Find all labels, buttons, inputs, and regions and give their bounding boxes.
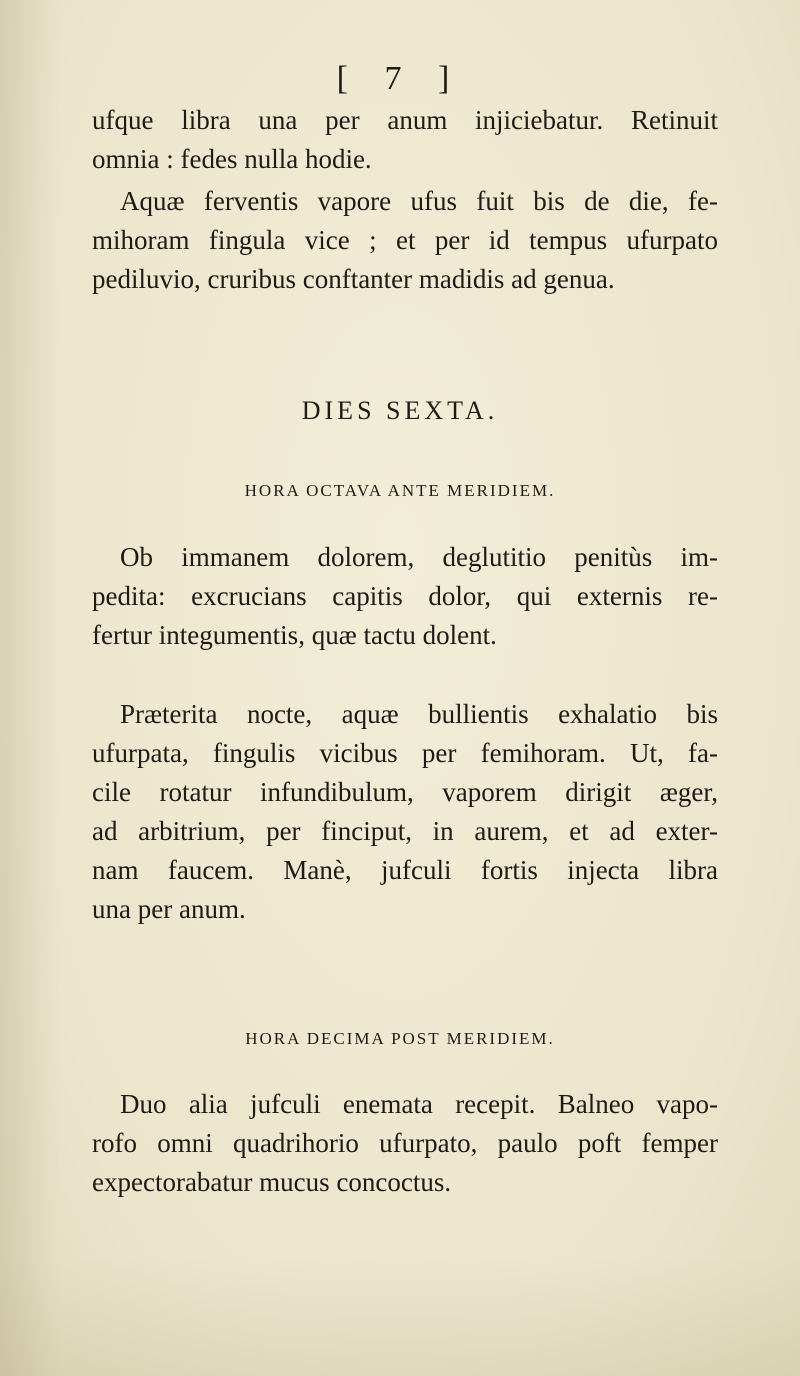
hour-heading-evening: HORA DECIMA POST MERIDIEM. [245, 1029, 555, 1048]
paragraph-4 [92, 695, 718, 929]
day-heading: DIES SEXTA. [301, 396, 499, 425]
page-edge-shadow [0, 0, 60, 1376]
paragraph-1 [92, 101, 718, 179]
hour-heading-morning: HORA OCTAVA ANTE MERIDIEM. [244, 481, 556, 500]
paragraph-line: mihoram fingula vice ; et per id tempus ufurpato [92, 225, 718, 255]
paragraph-line: cile rotatur infundibulum, vaporem dirigit æger, [92, 777, 718, 807]
paragraph-line: ufurpata, fingulis vicibus per femihoram. Ut, fa- [92, 738, 718, 768]
paragraph-line: nam faucem. Manè, jufculi fortis injecta libra [92, 855, 718, 885]
paragraph-3 [92, 538, 718, 655]
paragraph-line: Aquæ ferventis vapore ufus fuit bis de die, fe- [120, 186, 718, 216]
paragraph-line: rofo omni quadrihorio ufurpato, paulo poft femper [92, 1128, 718, 1158]
page-bottom-shadow [0, 1256, 800, 1376]
paragraph-line: expectorabatur mucus concoctus. [92, 1167, 452, 1197]
paragraph-line: Præterita nocte, aquæ bullientis exhalatio bis [120, 699, 718, 729]
paragraph-line: pedita: excrucians capitis dolor, qui externis re- [92, 581, 718, 611]
paragraph-5 [92, 1085, 718, 1202]
paragraph-line: fertur integumentis, quæ tactu dolent. [92, 620, 497, 650]
paragraph-line: ufque libra una per anum injiciebatur. Retinuit [92, 105, 718, 135]
paragraph-line: una per anum. [92, 894, 246, 924]
paragraph-line: Ob immanem dolorem, deglutitio penitùs im- [120, 542, 718, 572]
page-number: [ 7 ] [336, 60, 464, 97]
paragraph-line: omnia : fedes nulla hodie. [92, 144, 372, 174]
paragraph-line: Duo alia jufculi enemata recepit. Balneo vapo- [120, 1089, 718, 1119]
paragraph-line: pediluvio, cruribus conftanter madidis ad genua. [92, 264, 615, 294]
paragraph-2 [92, 182, 718, 299]
paragraph-line: ad arbitrium, per finciput, in aurem, et ad exter- [92, 816, 718, 846]
